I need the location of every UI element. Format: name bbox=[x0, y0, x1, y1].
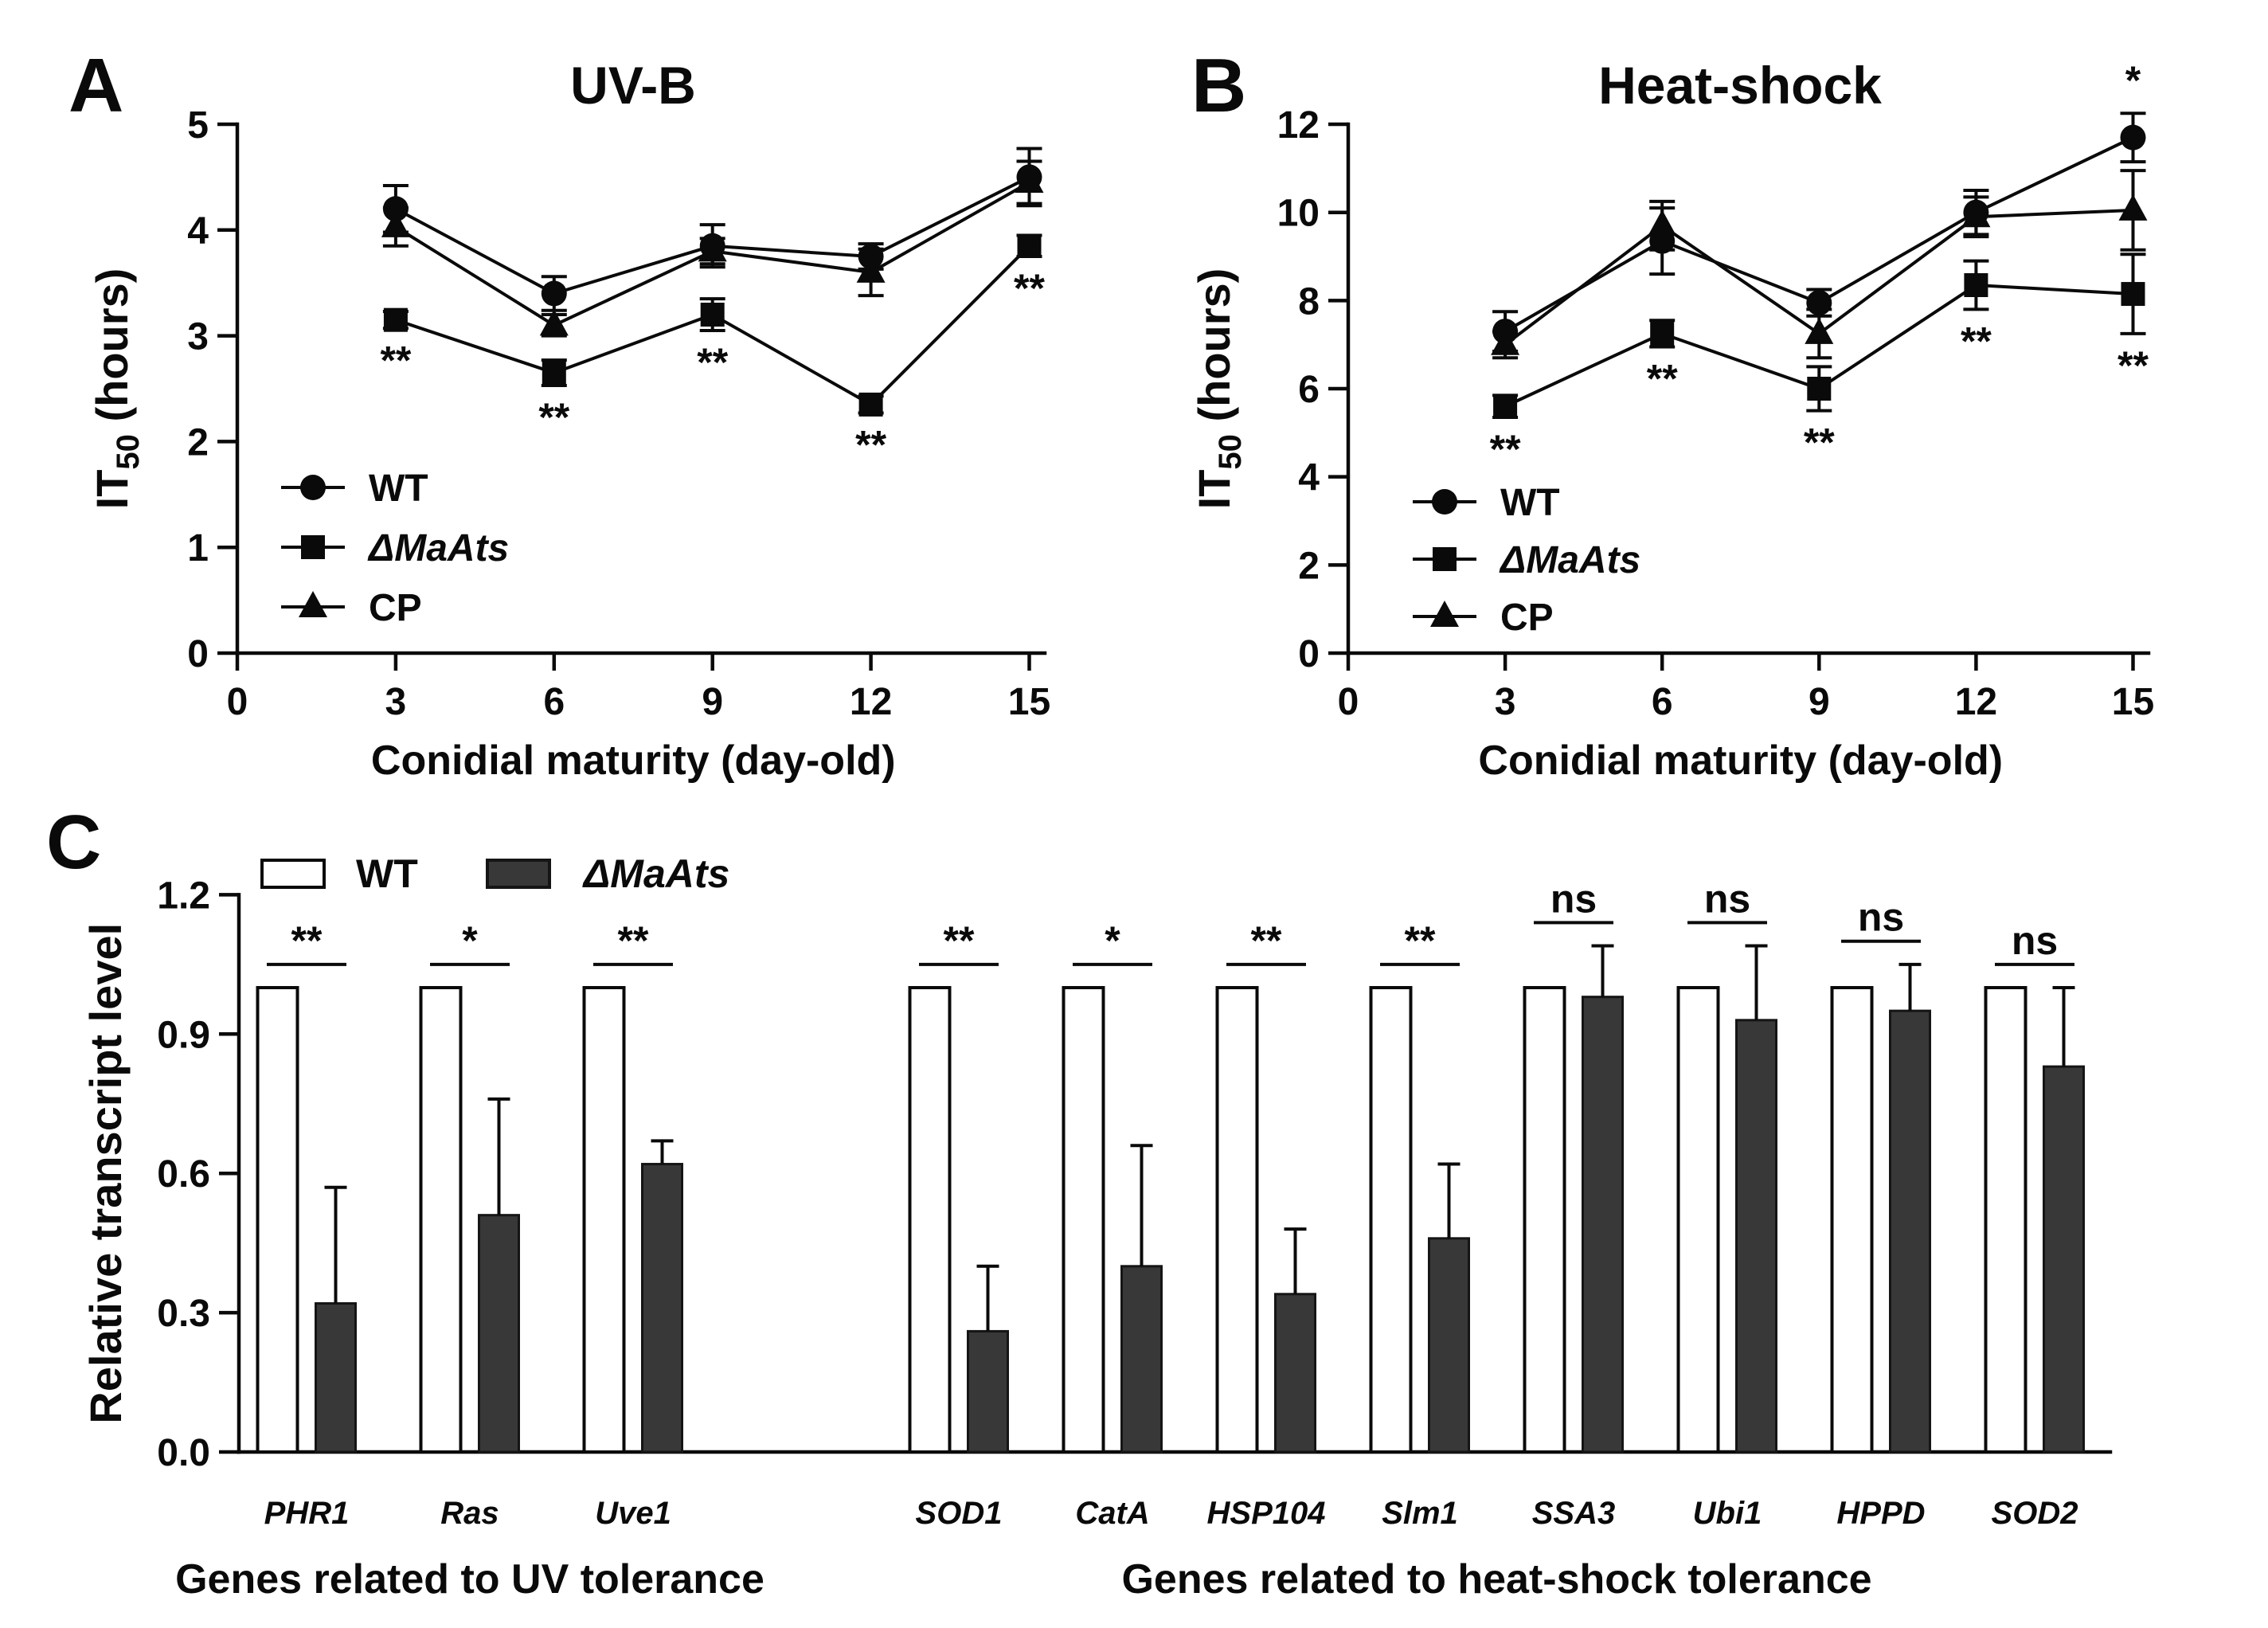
svg-text:12: 12 bbox=[1277, 104, 1320, 147]
svg-text:*: * bbox=[462, 918, 478, 963]
wt-legend-label: WT bbox=[356, 851, 418, 896]
svg-text:0.6: 0.6 bbox=[157, 1153, 210, 1196]
svg-text:3: 3 bbox=[1494, 681, 1516, 723]
svg-text:1.2: 1.2 bbox=[157, 875, 210, 918]
svg-text:ΔMaAts: ΔMaAts bbox=[369, 527, 510, 569]
svg-text:WT: WT bbox=[1500, 482, 1560, 524]
svg-text:HSP104: HSP104 bbox=[1206, 1496, 1326, 1531]
svg-text:0: 0 bbox=[1337, 681, 1359, 723]
svg-text:**: ** bbox=[1250, 918, 1282, 963]
svg-text:8: 8 bbox=[1298, 280, 1320, 323]
panel-c-letter: C bbox=[46, 800, 102, 885]
svg-text:Relative transcript level: Relative transcript level bbox=[80, 922, 131, 1424]
svg-text:12: 12 bbox=[1954, 681, 1998, 723]
svg-text:Genes related to UV tolerance: Genes related to UV tolerance bbox=[175, 1556, 764, 1603]
svg-text:**: ** bbox=[291, 918, 323, 963]
svg-text:6: 6 bbox=[1298, 369, 1320, 412]
svg-text:0.9: 0.9 bbox=[157, 1014, 210, 1057]
svg-text:**: ** bbox=[2117, 342, 2149, 388]
svg-text:Conidial maturity (day-old): Conidial maturity (day-old) bbox=[370, 738, 896, 784]
svg-text:SOD2: SOD2 bbox=[1991, 1496, 2078, 1531]
svg-text:IT50 (hours): $IT_{50}$ (hours) bbox=[1189, 268, 1248, 510]
svg-text:**: ** bbox=[1489, 426, 1521, 472]
svg-text:9: 9 bbox=[1808, 681, 1830, 723]
svg-text:**: ** bbox=[1803, 420, 1835, 465]
svg-text:**: ** bbox=[1646, 356, 1678, 401]
svg-text:3: 3 bbox=[187, 315, 209, 358]
svg-text:0.3: 0.3 bbox=[157, 1293, 210, 1336]
panel-b-letter: B bbox=[1191, 43, 1247, 128]
svg-text:WT: WT bbox=[369, 468, 428, 510]
svg-text:10: 10 bbox=[1277, 192, 1320, 235]
panel-a-letter: A bbox=[68, 43, 124, 128]
svg-text:Slm1: Slm1 bbox=[1382, 1496, 1458, 1531]
svg-text:Conidial maturity (day-old): Conidial maturity (day-old) bbox=[1478, 738, 2004, 784]
svg-text:SSA3: SSA3 bbox=[1531, 1496, 1616, 1531]
svg-text:Ras: Ras bbox=[440, 1496, 499, 1531]
maats-legend-label: ΔMaAts bbox=[583, 851, 730, 896]
svg-text:3: 3 bbox=[385, 681, 407, 723]
svg-text:9: 9 bbox=[702, 681, 724, 723]
svg-text:**: ** bbox=[380, 338, 412, 383]
svg-text:ns: ns bbox=[2011, 918, 2059, 963]
svg-text:6: 6 bbox=[543, 681, 565, 723]
svg-text:**: ** bbox=[1404, 918, 1436, 963]
svg-text:15: 15 bbox=[2111, 681, 2155, 723]
svg-text:Genes related to heat-shock to: Genes related to heat-shock tolerance bbox=[1121, 1556, 1872, 1603]
svg-text:0: 0 bbox=[1298, 633, 1320, 675]
svg-text:1: 1 bbox=[187, 527, 209, 570]
svg-text:0: 0 bbox=[187, 633, 209, 675]
svg-text:**: ** bbox=[1960, 319, 1992, 364]
svg-text:ΔMaAts: ΔMaAts bbox=[1500, 539, 1641, 581]
svg-text:Ubi1: Ubi1 bbox=[1692, 1496, 1762, 1531]
svg-text:ns: ns bbox=[1857, 894, 1905, 940]
svg-text:2: 2 bbox=[187, 421, 209, 464]
svg-text:**: ** bbox=[1014, 266, 1045, 311]
svg-text:*: * bbox=[2125, 58, 2141, 104]
svg-text:PHR1: PHR1 bbox=[264, 1496, 350, 1531]
uvb-line-chart bbox=[0, 0, 1134, 814]
svg-text:CP: CP bbox=[369, 587, 422, 629]
svg-text:**: ** bbox=[943, 918, 975, 963]
svg-text:4: 4 bbox=[187, 209, 209, 252]
svg-text:SOD1: SOD1 bbox=[915, 1496, 1003, 1531]
heatshock-line-chart bbox=[1134, 0, 2268, 814]
svg-text:Uve1: Uve1 bbox=[595, 1496, 671, 1531]
svg-text:15: 15 bbox=[1007, 681, 1051, 723]
svg-text:**: ** bbox=[855, 422, 887, 468]
svg-text:0.0: 0.0 bbox=[157, 1432, 210, 1474]
svg-text:CP: CP bbox=[1500, 597, 1554, 639]
panel-a-title: UV-B bbox=[570, 56, 696, 115]
svg-text:**: ** bbox=[617, 918, 649, 963]
svg-text:HPPD: HPPD bbox=[1836, 1496, 1926, 1531]
svg-text:6: 6 bbox=[1651, 681, 1673, 723]
svg-text:**: ** bbox=[697, 339, 729, 385]
svg-text:4: 4 bbox=[1298, 456, 1320, 499]
svg-text:IT50 (hours): $IT_{50}$ (hours) bbox=[87, 268, 146, 510]
svg-text:CatA: CatA bbox=[1075, 1496, 1150, 1531]
svg-text:ns: ns bbox=[1550, 876, 1597, 922]
svg-text:**: ** bbox=[538, 395, 570, 440]
svg-text:0: 0 bbox=[226, 681, 248, 723]
svg-text:*: * bbox=[1105, 918, 1120, 963]
transcript-bar-chart bbox=[0, 814, 2268, 1628]
svg-text:12: 12 bbox=[849, 681, 893, 723]
svg-text:2: 2 bbox=[1298, 545, 1320, 588]
panel-b-title: Heat-shock bbox=[1598, 56, 1882, 115]
svg-text:ns: ns bbox=[1703, 876, 1751, 922]
svg-text:5: 5 bbox=[187, 104, 209, 147]
